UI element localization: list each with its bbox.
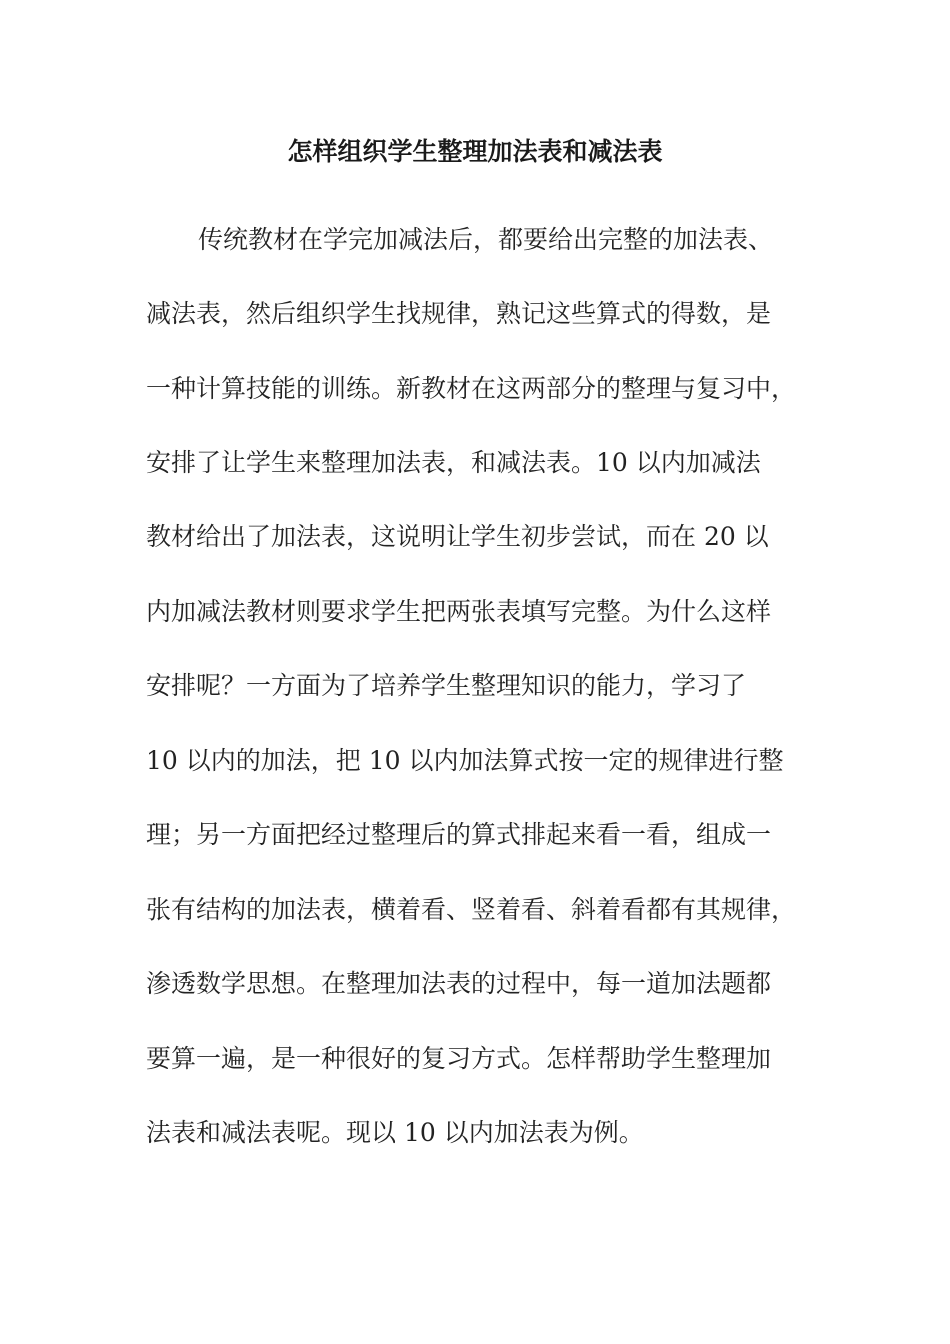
paragraph-line: 一种计算技能的训练。新教材在这两部分的整理与复习中，	[146, 374, 797, 403]
paragraph-line: 要算一遍，是一种很好的复习方式。怎样帮助学生整理加	[146, 1044, 772, 1073]
paragraph-line: 张有结构的加法表，横着看、竖着看、斜着看都有其规律，	[146, 895, 797, 924]
paragraph-line: 理；另一方面把经过整理后的算式排起来看一看，组成一	[146, 820, 772, 849]
paragraph-line: 安排呢？一方面为了培养学生整理知识的能力，学习了	[146, 671, 747, 700]
paragraph-line: 安排了让学生来整理加法表，和减法表。10 以内加减法	[146, 448, 761, 477]
paragraph-line: 法表和减法表呢。现以 10 以内加法表为例。	[146, 1118, 644, 1147]
paragraph-line: 传统教材在学完加减法后，都要给出完整的加法表、	[198, 225, 774, 254]
paragraph-line: 10 以内的加法，把 10 以内加法算式按一定的规律进行整	[146, 746, 784, 775]
paragraph-line: 减法表，然后组织学生找规律，熟记这些算式的得数，是	[146, 299, 772, 328]
paragraph-line: 教材给出了加法表，这说明让学生初步尝试，而在 20 以	[146, 522, 769, 551]
paragraph-line: 渗透数学思想。在整理加法表的过程中，每一道加法题都	[146, 969, 772, 998]
paragraph-line: 内加减法教材则要求学生把两张表填写完整。为什么这样	[146, 597, 772, 626]
document-title: 怎样组织学生整理加法表和减法表	[287, 137, 663, 166]
